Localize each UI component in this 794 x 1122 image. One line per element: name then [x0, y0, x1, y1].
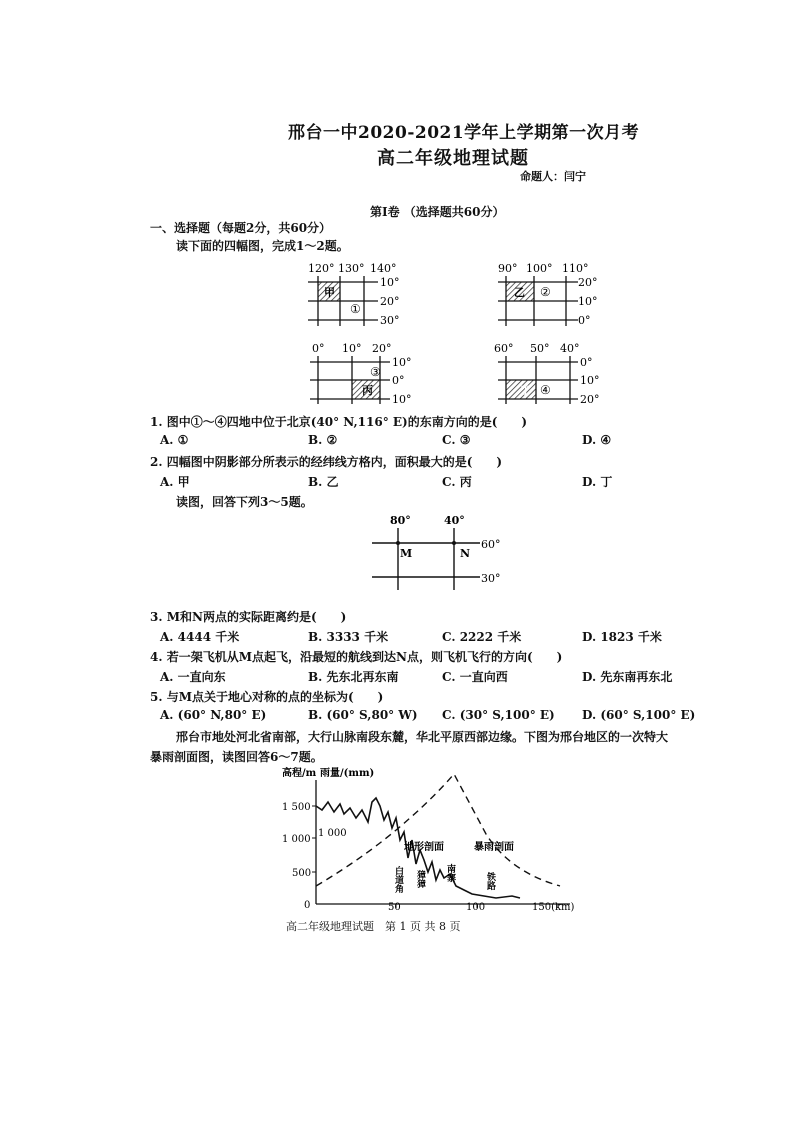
grid-right-label: 0° [392, 374, 405, 387]
exam-author: 命题人：闫宁 [520, 170, 586, 183]
grid-top-label: 0° [312, 342, 325, 355]
rainfall-tick-1000: 1 000 [318, 828, 347, 839]
intro-q1-2: 读下面的四幅图，完成1～2题。 [176, 239, 349, 253]
grid-map-jia [300, 258, 410, 328]
point-m-dot [396, 541, 400, 545]
shade-label: 甲 [324, 286, 335, 299]
shade-label: 乙 [514, 286, 525, 299]
grid-right-label: 20° [580, 393, 600, 406]
legend-terrain-profile: 地形剖面 [404, 842, 444, 853]
q1-option-c[interactable]: C. ③ [442, 433, 471, 447]
q3-option-b[interactable]: B. 3333 千米 [308, 630, 389, 644]
rainstorm-profile-diagram [280, 762, 590, 912]
grid-right-label: 10° [392, 356, 412, 369]
question-4-stem: 4. 若一架飞机从M点起飞，沿最短的航线到达N点，则飞机飞行的方向( ) [150, 650, 563, 664]
q5-option-c[interactable]: C. (30° S,100° E) [442, 708, 555, 722]
q2-option-c[interactable]: C. 丙 [442, 475, 472, 489]
q4-option-d[interactable]: D. 先东南再东北 [582, 670, 673, 684]
lat-label-30: 30° [481, 572, 501, 585]
q3-option-c[interactable]: C. 2222 千米 [442, 630, 522, 644]
grid-top-label: 60° [494, 342, 514, 355]
elevation-axis-label: 高程/m [282, 768, 317, 779]
q5-option-a[interactable]: A. (60° N,80° E) [160, 708, 267, 722]
intro-q6-7-line1: 邢台市地处河北省南部，大行山脉南段东麓，华北平原西部边缘。下图为邢台地区的一次特大 [176, 730, 669, 744]
q4-option-a[interactable]: A. 一直向东 [160, 670, 226, 684]
mn-lat-lon-map [368, 512, 518, 592]
exam-title-school: 邢台一中2020-2021学年上学期第一次月考 [288, 123, 640, 143]
grid-top-label: 50° [530, 342, 550, 355]
grid-right-label: 20° [380, 295, 400, 308]
intro-q3-5: 读图，回答下列3～5题。 [176, 495, 313, 509]
grid-top-label: 120° [308, 262, 335, 275]
grid-right-label: 20° [578, 276, 598, 289]
point-n-dot [452, 541, 456, 545]
grid-right-label: 0° [580, 356, 593, 369]
place-name: 獐獐 [415, 870, 425, 888]
exam-title-subject: 高二年级地理试题 [377, 148, 529, 169]
lon-label-80: 80° [390, 514, 411, 527]
question-2-stem: 2. 四幅图中阴影部分所表示的经纬线方格内，面积最大的是( ) [150, 455, 503, 469]
grid-right-label: 10° [580, 374, 600, 387]
lon-label-40: 40° [444, 514, 465, 527]
grid-top-label: 90° [498, 262, 518, 275]
q1-option-d[interactable]: D. ④ [582, 433, 612, 447]
q1-option-b[interactable]: B. ② [308, 433, 338, 447]
y-tick-1000: 1 000 [282, 834, 311, 845]
x-tick-50: 50 [388, 902, 401, 912]
point-mark: ③ [370, 365, 381, 379]
question-3-stem: 3. M和N两点的实际距离约是( ) [150, 610, 347, 624]
grid-top-label: 140° [370, 262, 397, 275]
q3-option-a[interactable]: A. 4444 千米 [160, 630, 240, 644]
page-footer: 高二年级地理试题 第 1 页 共 8 页 [286, 920, 461, 933]
q5-option-d[interactable]: D. (60° S,100° E) [582, 708, 696, 722]
q5-option-b[interactable]: B. (60° S,80° W) [308, 708, 418, 722]
grid-top-label: 20° [372, 342, 392, 355]
y-tick-0: 0 [304, 900, 311, 911]
place-name: 铁路 [485, 872, 495, 890]
q2-option-a[interactable]: A. 甲 [160, 475, 190, 489]
grid-top-label: 40° [560, 342, 580, 355]
part-heading: 第Ⅰ卷 （选择题共60分） [370, 205, 505, 219]
legend-rainfall-profile: 暴雨剖面 [474, 842, 514, 853]
point-mark: ① [350, 302, 361, 316]
grid-map-bing [302, 338, 412, 408]
shade-label: 丁 [520, 384, 531, 397]
grid-map-yi [494, 258, 604, 328]
shade-label: 丙 [362, 384, 373, 397]
y-tick-1500: 1 500 [282, 802, 311, 813]
point-n-label: N [460, 547, 471, 560]
place-name: 白道角 [393, 866, 403, 893]
point-mark: ④ [540, 383, 551, 397]
q4-option-b[interactable]: B. 先东北再东南 [308, 670, 399, 684]
grid-right-label: 10° [392, 393, 412, 406]
q2-option-b[interactable]: B. 乙 [308, 475, 339, 489]
grid-top-label: 110° [562, 262, 589, 275]
q3-option-d[interactable]: D. 1823 千米 [582, 630, 662, 644]
point-m-label: M [400, 547, 413, 560]
x-tick-100: 100 [466, 902, 486, 912]
point-mark: ② [540, 285, 551, 299]
q2-option-d[interactable]: D. 丁 [582, 475, 613, 489]
grid-top-label: 130° [338, 262, 365, 275]
grid-right-label: 30° [380, 314, 400, 327]
y-tick-500: 500 [292, 868, 312, 879]
question-5-stem: 5. 与M点关于地心对称的点的坐标为( ) [150, 690, 384, 704]
rainfall-axis-label: 雨量/(mm) [320, 768, 375, 779]
section-heading: 一、选择题（每题2分，共60分） [150, 221, 332, 235]
intro-q6-7-line2: 暴雨剖面图，读图回答6～7题。 [150, 750, 323, 764]
lat-label-60: 60° [481, 538, 501, 551]
grid-right-label: 0° [578, 314, 591, 327]
grid-top-label: 10° [342, 342, 362, 355]
grid-map-ding [490, 338, 604, 408]
q1-option-a[interactable]: A. ① [160, 433, 189, 447]
grid-top-label: 100° [526, 262, 553, 275]
rainfall-profile-line [316, 774, 560, 886]
question-1-stem: 1. 图中①～④四地中位于北京(40° N,116° E)的东南方向的是( ) [150, 415, 528, 429]
q4-option-c[interactable]: C. 一直向西 [442, 670, 508, 684]
grid-right-label: 10° [578, 295, 598, 308]
place-name: 南寨 [445, 864, 455, 882]
x-tick-150: 150(km) [532, 902, 575, 912]
grid-right-label: 10° [380, 276, 400, 289]
